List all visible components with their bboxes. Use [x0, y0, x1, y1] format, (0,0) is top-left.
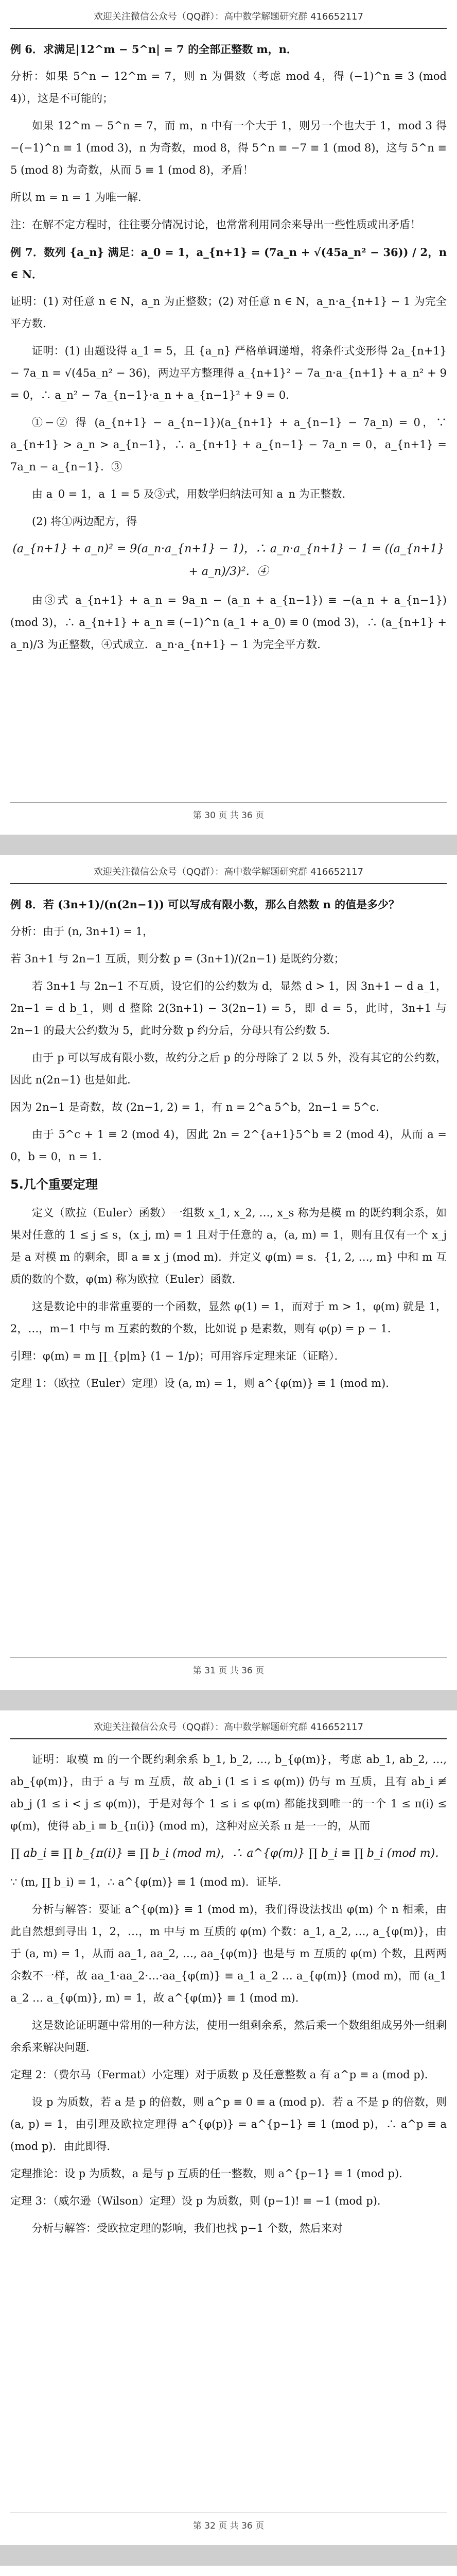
paragraph: 定理 3：（威尔逊（Wilson）定理）设 p 为质数，则 (p−1)! ≡ −1 (mod p)． — [10, 2195, 388, 2207]
paragraph: 证明：(1) 对任意 n ∈ N，a_n 为正整数；(2) 对任意 n ∈ N，a_n·a_{n+1} − 1 为完全平方数． — [10, 295, 447, 330]
paragraph: 注：在解不定方程时，往往要分情况讨论，也常常利用同余来导出一些性质或出矛盾！ — [10, 218, 421, 231]
page-content — [10, 893, 447, 1648]
paragraph: 定义（欧拉（Euler）函数）一组数 x_1, x_2, …, x_s 称为是模 m 的既约剩余系，如果对任意的 1 ≤ j ≤ s，(x_j, m) = 1 且对于任意的 a，(a, m) = 1，则有且仅有一个 x_j 是 a 对模 m 的剩余，即 a ≡ x_j (mod m)．并定义 φ(m) = s．{1, 2, …, m} 中和 m 互质的数的个数，φ(m) 称为欧拉（Euler）函数． — [10, 1207, 447, 1285]
paragraph: 分析与解答：受欧拉定理的影响，我们也找 p−1 个数，然后来对 — [32, 2222, 343, 2234]
document-page — [0, 1710, 457, 2545]
paragraph: 分析：由于 (n, 3n+1) = 1， — [10, 925, 154, 938]
paragraph: 因为 2n−1 是奇数，故 (2n−1, 2) = 1，有 n = 2^a 5^b，2n−1 = 5^c． — [10, 1101, 387, 1113]
document-page — [0, 855, 457, 1690]
paragraph: 例 6．求满足|12^m − 5^n| = 7 的全部正整数 m，n． — [10, 43, 297, 56]
paragraph: 定理 1：（欧拉（Euler）定理）设 (a, m) = 1，则 a^{φ(m)} ≡ 1 (mod m)． — [10, 1377, 397, 1389]
paragraph: 由于 p 可以写成有限小数，故约分之后 p 的分母除了 2 以 5 外，没有其它的公约数，因此 n(2n−1) 也是如此． — [10, 1052, 447, 1086]
paragraph: 证明：取模 m 的一个既约剩余系 b_1, b_2, …, b_{φ(m)}，考虑 ab_1, ab_2, …, ab_{φ(m)}，由于 a 与 m 互质，故 ab_i (1 ≤ i ≤ φ(m)) 仍与 m 互质，且有 ab_i ≢ ab_j (1 ≤ i < j ≤ φ(m))，于是对每个 1 ≤ i ≤ φ(m) 都能找到唯一的一个 1 ≤ π(i) ≤ φ(m)，使得 ab_i ≡ b_{π(i)} (mod m)，这种对应关系 π 是一一的，从而 — [10, 1753, 447, 1832]
page-header: 欢迎关注微信公众号（QQ群）：高中数学解题研究群 416652117 — [10, 861, 447, 884]
paragraph: 定理 2：（费尔马（Fermat）小定理）对于质数 p 及任意整数 a 有 a^p ≡ a (mod p)． — [10, 2069, 435, 2081]
paragraph: 例 8．若 (3n+1)/(n(2n−1)) 可以写成有限小数，那么自然数 n 的值是多少？ — [10, 898, 400, 911]
paragraph: (2) 将①两边配方，得 — [32, 515, 137, 528]
paragraph: 由③式 a_{n+1} + a_n = 9a_n − (a_n + a_{n−1}) ≡ −(a_n + a_{n−1}) (mod 3)，∴ a_{n+1} + a_n ≡ (−1)^n (a_1 + a_0) ≡ 0 (mod 3)，∴ (a_{n+1} + a_n)/3 为正整数，④式成立．a_n·a_{n+1} − 1 为完全平方数． — [10, 594, 447, 651]
page-separator — [0, 2545, 457, 2566]
document-page — [0, 2566, 457, 2576]
paragraph: 分析：如果 5^n − 12^m = 7，则 n 为偶数（考虑 mod 4，得 (−1)^n ≡ 3 (mod 4)），这是不可能的； — [10, 70, 447, 105]
paragraph: 例 7．数列 {a_n} 满足：a_0 = 1，a_{n+1} = (7a_n + √(45a_n² − 36)) / 2，n ∈ N． — [10, 246, 447, 281]
page-footer: 第 30 页 共 36 页 — [10, 802, 447, 828]
paragraph: 证明：(1) 由题设得 a_1 = 5，且 {a_n} 严格单调递增，将条件式变形得 2a_{n+1} − 7a_n = √(45a_n² − 36)，两边平方整理得 a_{n+1}² − 7a_n·a_{n+1} + a_n² + 9 = 0，∴ a_n² − 7a_{n−1}·a_n + a_{n−1}² + 9 = 0． — [10, 345, 447, 401]
page-separator — [0, 1690, 457, 1710]
paragraph: 由 a_0 = 1，a_1 = 5 及③式，用数学归纳法可知 a_n 为正整数． — [32, 488, 353, 500]
page-header: 欢迎关注微信公众号（QQ群）：高中数学解题研究群 416652117 — [10, 1717, 447, 1739]
paragraph: ①−② 得 (a_{n+1} − a_{n−1})(a_{n+1} + a_{n−1} − 7a_n) = 0，∵ a_{n+1} > a_n > a_{n−1}，∴ a_{n+1} + a_{n−1} − 7a_n = 0，a_{n+1} = 7a_n − a_{n−1}．③ — [10, 416, 447, 473]
paragraph: 若 3n+1 与 2n−1 不互质，设它们的公约数为 d，显然 d > 1，因 3n+1 − d a_1，2n−1 = d b_1，则 d 整除 2(3n+1) − 3(2n−1) = 5，即 d = 5，此时，3n+1 与 2n−1 的最大公约数为 5，此时分数 p 约分后，分母只有公约数 5． — [10, 980, 447, 1037]
page-content — [10, 38, 447, 792]
paragraph: 引理：φ(m) = m ∏_{p|m} (1 − 1/p)；可用容斥定理来证（证略）． — [10, 1350, 345, 1362]
paragraph: 所以 m = n = 1 为唯一解． — [10, 191, 149, 204]
paragraph: ∵ (m, ∏ b_i) = 1，∴ a^{φ(m)} ≡ 1 (mod m)．证毕． — [10, 1876, 289, 1888]
page-header: 欢迎关注微信公众号（QQ群）：高中数学解题研究群 416652117 — [10, 6, 447, 29]
paragraph: 若 3n+1 与 2n−1 互质，则分数 p = (3n+1)/(2n−1) 是既约分数； — [10, 953, 345, 965]
page-footer: 第 32 页 共 36 页 — [10, 2513, 447, 2539]
paragraph: 定理推论：设 p 为质数，a 是与 p 互质的任一整数，则 a^{p−1} ≡ 1 (mod p)． — [10, 2167, 410, 2180]
page-header — [10, 2572, 447, 2576]
paragraph: 分析与解答：要证 a^{φ(m)} ≡ 1 (mod m)，我们得设法找出 φ(m) 个 n 相乘，由此自然想到寻出 1，2，…，m 中与 m 互质的 φ(m) 个数：a_1, a_2, …, a_{φ(m)}，由于 (a, m) = 1，从而 aa_1, aa_2, …, aa_{φ(m)} 也是与 m 互质的 φ(m) 个数，且两两余数不一样，故 aa_1·aa_2·…·aa_{φ(m)} ≡ a_1 a_2 … a_{φ(m)} (mod m)，而 (a_1 a_2 … a_{φ(m)}, m) = 1，故 a^{φ(m)} ≡ 1 (mod m)． — [10, 1903, 447, 2004]
page-footer: 第 31 页 共 36 页 — [10, 1657, 447, 1684]
paragraph: 这是数论证明题中常用的一种方法，使用一组剩余系，然后乘一个数组组成另外一组剩余系来解决问题． — [10, 2019, 447, 2054]
formula: (a_{n+1} + a_n)² = 9(a_n·a_{n+1} − 1)，∴ a_n·a_{n+1} − 1 = ((a_{n+1} + a_n)/3)²．④ — [12, 543, 445, 578]
page-content — [10, 1749, 447, 2503]
formula: ∏ ab_i ≡ ∏ b_{π(i)} ≡ ∏ b_i (mod m)，∴ a^{φ(m)} ∏ b_i ≡ ∏ b_i (mod m)． — [10, 1847, 447, 1860]
paragraph: 如果 12^m − 5^n = 7，而 m，n 中有一个大于 1，则另一个也大于 1，mod 3 得 −(−1)^n ≡ 1 (mod 3)，n 为奇数，mod 8，得 5^n ≡ −7 ≡ 1 (mod 8)，这与 5^n ≡ 5 (mod 8) 为奇数，从而 5 ≡ 1 (mod 8)，矛盾！ — [10, 120, 447, 176]
paragraph: 设 p 为质数，若 a 是 p 的倍数，则 a^p ≡ 0 ≡ a (mod p)．若 a 不是 p 的倍数，则 (a, p) = 1，由引理及欧拉定理得 a^{φ(p)} = a^{p−1} ≡ 1 (mod p)，∴ a^p ≡ a (mod p)．由此即得． — [10, 2096, 447, 2153]
document-page — [0, 0, 457, 835]
paragraph: 由于 5^c + 1 ≡ 2 (mod 4)，因此 2n = 2^{a+1}5^b ≡ 2 (mod 4)，从而 a = 0，b = 0，n = 1． — [10, 1128, 447, 1163]
page-separator — [0, 835, 457, 855]
paragraph: 这是数论中的非常重要的一个函数，显然 φ(1) = 1，而对于 m > 1，φ(m) 就是 1，2，…，m−1 中与 m 互素的数的个数，比如说 p 是素数，则有 φ(p) = p − 1． — [10, 1300, 447, 1335]
section-title: 5.几个重要定理 — [10, 1177, 98, 1192]
